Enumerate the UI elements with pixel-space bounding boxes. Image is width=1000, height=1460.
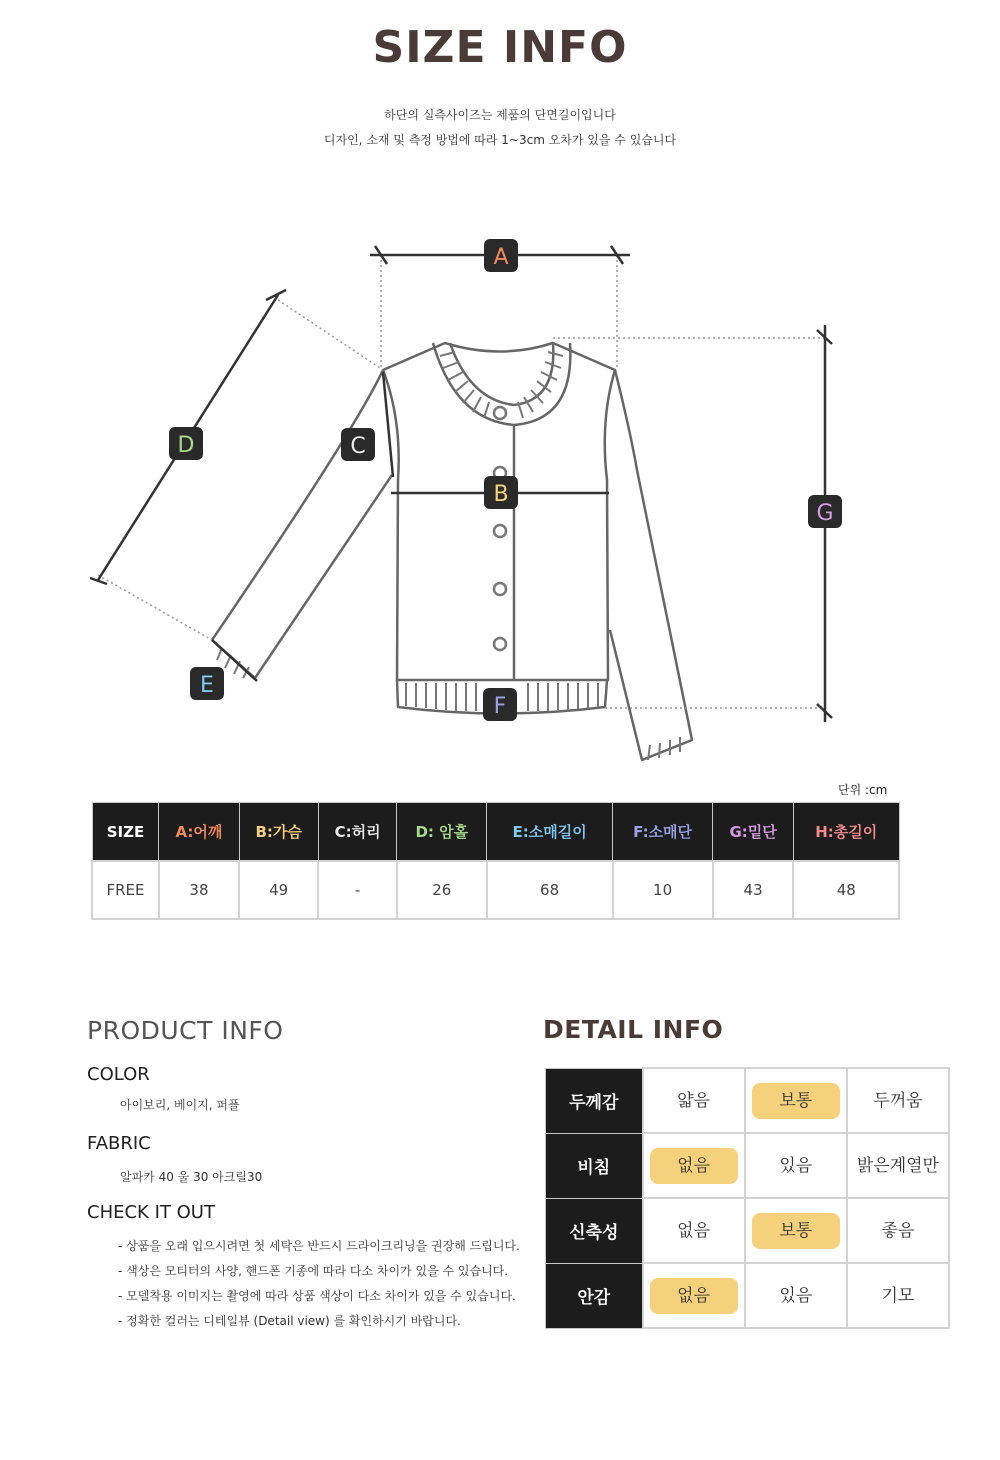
svg-text:F: F	[493, 694, 507, 719]
list-item: - 상품을 오래 입으시려면 첫 세탁은 반드시 드라이크리닝을 권장해 드립니다.	[118, 1239, 520, 1253]
page-title: SIZE INFO	[372, 22, 628, 73]
detail-option: 밝은계열만	[856, 1155, 939, 1176]
detail-option: 없음	[650, 1278, 738, 1314]
detail-row-thickness	[546, 1068, 950, 1133]
detail-option: 보통	[752, 1213, 840, 1249]
size-header-cell: G:밑단	[713, 803, 794, 862]
badge-e	[190, 667, 224, 700]
button-icons	[493, 407, 509, 650]
cardigan-size-diagram	[0, 200, 1000, 770]
guide-dotted-lines	[98, 255, 825, 708]
badge-b	[484, 476, 518, 509]
svg-text:D: D	[177, 433, 195, 458]
detail-option: 기모	[881, 1285, 915, 1306]
detail-row-lining	[546, 1263, 950, 1328]
size-header-cell: C:허리	[318, 803, 397, 862]
detail-option: 없음	[650, 1148, 738, 1184]
fabric-label: FABRIC	[87, 1133, 151, 1154]
list-item: - 정확한 컬러는 디테일뷰 (Detail view) 를 확인하시기 바랍니다.	[118, 1314, 461, 1328]
size-value-cell: 49	[239, 861, 318, 919]
unit-label: 단위 :cm	[838, 783, 888, 797]
badge-d	[169, 427, 203, 460]
size-table-header	[92, 803, 899, 862]
badge-a	[484, 239, 518, 272]
care-notes-list	[118, 1236, 520, 1336]
badge-c	[341, 428, 375, 461]
badge-f	[483, 688, 517, 721]
list-item: - 모델착용 이미지는 촬영에 따라 상품 색상이 다소 차이가 있을 수 있습니다.	[118, 1289, 516, 1303]
color-value: 아이보리, 베이지, 퍼플	[120, 1098, 240, 1112]
table-row	[92, 861, 899, 919]
svg-text:A: A	[493, 245, 509, 270]
detail-row-sheerness	[546, 1133, 950, 1198]
rib-knit-lines	[217, 352, 680, 760]
svg-text:G: G	[816, 501, 834, 526]
detail-option: 좋음	[881, 1220, 915, 1241]
tolerance-note: 디자인, 소재 및 측정 방법에 따라 1~3cm 오차가 있을 수 있습니다	[323, 133, 677, 147]
detail-row-stretch	[546, 1198, 950, 1263]
detail-row-label: 두께감	[546, 1068, 643, 1133]
detail-option: 있음	[779, 1155, 813, 1176]
size-value-cell: FREE	[92, 861, 159, 919]
size-header-cell: E:소매길이	[487, 803, 613, 862]
color-label: COLOR	[87, 1064, 150, 1085]
svg-text:B: B	[493, 482, 509, 507]
badge-g	[808, 495, 842, 528]
detail-option: 있음	[779, 1285, 813, 1306]
detail-table	[545, 1067, 950, 1329]
list-item: - 색상은 모티터의 사양, 핸드폰 기종에 따라 다소 차이가 있을 수 있습니다.	[118, 1264, 509, 1278]
size-header-cell: A:어깨	[159, 803, 239, 862]
size-header-cell: F:소매단	[613, 803, 713, 862]
detail-option: 없음	[677, 1220, 711, 1241]
detail-option: 얇음	[677, 1090, 711, 1111]
detail-row-label: 비침	[546, 1133, 643, 1198]
size-value-cell: 43	[713, 861, 794, 919]
product-info-heading: PRODUCT INFO	[87, 1016, 284, 1045]
measure-lines	[90, 246, 832, 722]
check-it-out-label: CHECK IT OUT	[87, 1202, 215, 1223]
size-value-cell: 38	[159, 861, 239, 919]
svg-text:E: E	[200, 673, 214, 698]
size-table	[91, 802, 900, 920]
cardigan-outline	[212, 343, 692, 760]
fabric-value: 알파카 40 울 30 아크릴30	[120, 1170, 263, 1184]
size-value-cell: 26	[397, 861, 487, 919]
size-value-cell: -	[318, 861, 397, 919]
size-value-cell: 10	[613, 861, 713, 919]
size-header-cell: B:가슴	[239, 803, 318, 862]
svg-text:C: C	[350, 434, 366, 459]
size-header-cell: SIZE	[92, 803, 159, 862]
size-value-cell: 68	[487, 861, 613, 919]
detail-row-label: 신축성	[546, 1198, 643, 1263]
detail-row-label: 안감	[546, 1263, 643, 1328]
size-header-cell: H:총길이	[793, 803, 899, 862]
size-header-cell: D: 암홀	[397, 803, 487, 862]
size-value-cell: 48	[793, 861, 899, 919]
detail-option: 보통	[752, 1083, 840, 1119]
detail-option: 두꺼움	[873, 1090, 923, 1111]
measurement-note: 하단의 실측사이즈는 제품의 단면길이입니다	[384, 108, 616, 122]
detail-info-heading: DETAIL INFO	[543, 1015, 724, 1044]
